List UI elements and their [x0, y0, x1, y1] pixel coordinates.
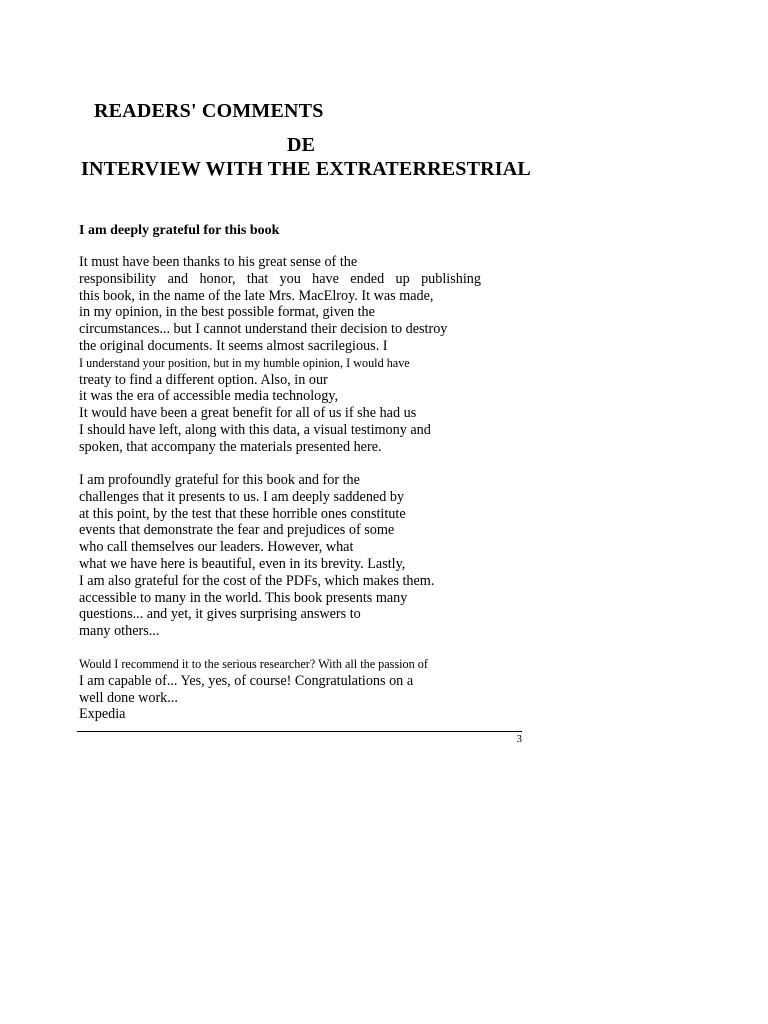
paragraph-line: I should have left, along with this data, a visual testimony and: [79, 421, 431, 438]
paragraph-line: I understand your position, but in my humble opinion, I would have: [79, 355, 410, 370]
comment-heading: I am deeply grateful for this book: [79, 223, 280, 238]
paragraph-line: spoken, that accompany the materials presented here.: [79, 438, 382, 455]
page-number: 3: [516, 733, 522, 745]
paragraph-line: Would I recommend it to the serious researcher? With all the passion of: [79, 657, 428, 671]
paragraph-line: who call themselves our leaders. However, what: [79, 539, 354, 556]
paragraph-line: questions... and yet, it gives surprising answers to: [79, 606, 361, 623]
paragraph-line: accessible to many in the world. This book presents many: [79, 589, 408, 606]
paragraph-line: it was the era of accessible media technology,: [79, 388, 339, 405]
document-title-line-1: READERS' COMMENTS: [94, 100, 324, 122]
comment-signature: Expedia: [79, 706, 126, 723]
paragraph-line: It must have been thanks to his great sense of the: [79, 254, 358, 270]
paragraph-line: circumstances... but I cannot understand their decision to destroy: [79, 321, 448, 338]
paragraph-line: I am also grateful for the cost of the PDFs, which makes them.: [79, 572, 435, 589]
paragraph-line: in my opinion, in the best possible format, given the: [79, 304, 375, 321]
comment-paragraph-2: [79, 472, 481, 640]
paragraph-line: well done work...: [79, 689, 178, 706]
document-title-line-3: INTERVIEW WITH THE EXTRATERRESTRIAL: [81, 158, 531, 180]
document-title-line-2: DE: [287, 134, 316, 156]
paragraph-line: what we have here is beautiful, even in its brevity. Lastly,: [79, 555, 406, 572]
paragraph-line: It would have been a great benefit for all of us if she had us: [79, 405, 417, 422]
paragraph-line: I am profoundly grateful for this book and for the: [79, 472, 360, 488]
paragraph-line: treaty to find a different option. Also, in our: [79, 371, 328, 388]
paragraph-line: I am capable of... Yes, yes, of course! Congratulations on a: [79, 672, 414, 689]
paragraph-line: events that demonstrate the fear and prejudices of some: [79, 522, 395, 539]
paragraph-line: many others...: [79, 623, 160, 640]
paragraph-line: at this point, by the test that these horrible ones constitute: [79, 505, 406, 522]
paragraph-line: responsibility and honor, that you have ended up publishing: [79, 270, 481, 287]
comment-paragraph-1: [79, 254, 481, 456]
paragraph-line: challenges that it presents to us. I am deeply saddened by: [79, 488, 405, 505]
comment-paragraph-3: [79, 656, 481, 723]
paragraph-line: the original documents. It seems almost sacrilegious. I: [79, 337, 388, 354]
footer-divider: [77, 731, 522, 732]
paragraph-line: this book, in the name of the late Mrs. MacElroy. It was made,: [79, 287, 434, 304]
